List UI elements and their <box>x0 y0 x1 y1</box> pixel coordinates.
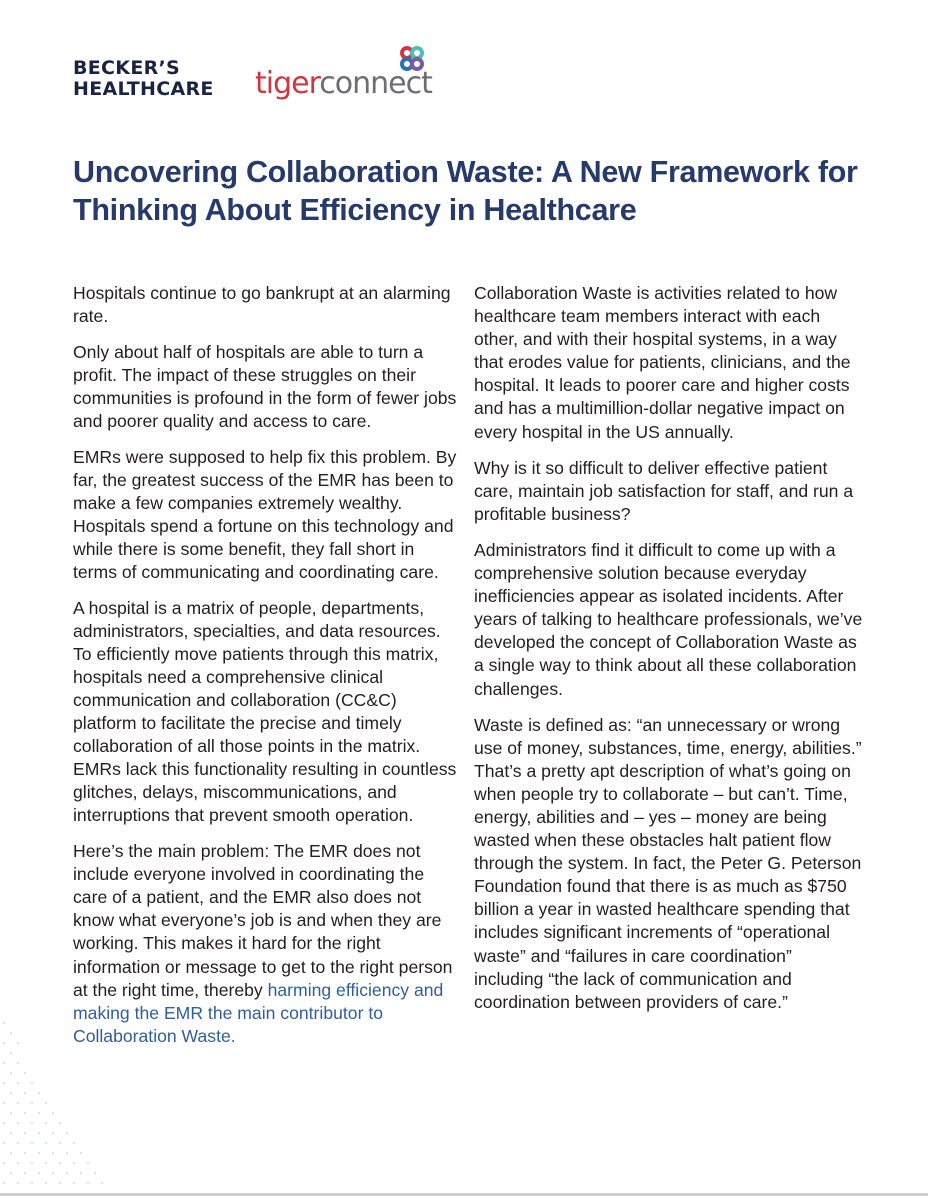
decorative-dot <box>24 1152 26 1154</box>
decorative-dot <box>87 1162 89 1164</box>
decorative-dot <box>31 1122 33 1124</box>
decorative-dot <box>87 1182 89 1184</box>
decorative-dot <box>24 1132 26 1134</box>
tigerconnect-wordmark-connect: connect <box>319 66 432 101</box>
decorative-dot <box>45 1182 47 1184</box>
decorative-dot <box>17 1182 19 1184</box>
decorative-dot <box>38 1132 40 1134</box>
decorative-dot <box>10 1152 12 1154</box>
decorative-dot <box>45 1122 47 1124</box>
decorative-dot <box>45 1162 47 1164</box>
decorative-dot <box>101 1182 103 1184</box>
decorative-dot <box>3 1102 5 1104</box>
decorative-dot <box>73 1162 75 1164</box>
decorative-dot-pattern <box>0 1018 110 1193</box>
decorative-dot <box>3 1122 5 1124</box>
decorative-dot <box>24 1112 26 1114</box>
decorative-dot <box>31 1182 33 1184</box>
decorative-dot <box>3 1162 5 1164</box>
decorative-dot <box>59 1162 61 1164</box>
decorative-dot <box>52 1172 54 1174</box>
decorative-dot <box>17 1062 19 1064</box>
paragraph: Only about half of hospitals are able to turn a profit. The impact of these struggles on their communities is profound in the form of fewer jobs and poorer quality and access to care. <box>73 341 457 431</box>
paragraph: Administrators find it difficult to come up with a comprehensive solution because everyday inefficiencies appear as isolated incidents. After years of talking to healthcare professionals, we’ve developed the concept of Collaboration Waste as a single way to think about all these collaboration challenges. <box>474 539 863 699</box>
left-column <box>73 282 463 1060</box>
paragraph: Why is it so difficult to deliver effective patient care, maintain job satisfaction for staff, and run a profitable business? <box>474 457 854 524</box>
decorative-dot <box>24 1072 26 1074</box>
decorative-dot <box>38 1152 40 1154</box>
decorative-dot <box>10 1052 12 1054</box>
decorative-dot <box>10 1032 12 1034</box>
decorative-dot <box>94 1172 96 1174</box>
decorative-dot <box>66 1132 68 1134</box>
paragraph: EMRs were supposed to help fix this problem. By far, the greatest success of the EMR has been to make a few companies extremely wealthy. Hospitals spend a fortune on this technology and while there is some benefit, they fall short in terms of communicating and coordinating care. <box>73 446 457 583</box>
decorative-dot <box>24 1172 26 1174</box>
decorative-dot <box>10 1132 12 1134</box>
decorative-dot <box>10 1092 12 1094</box>
decorative-dot <box>38 1092 40 1094</box>
tigerconnect-wordmark-tiger: tiger <box>255 66 320 101</box>
decorative-dot <box>59 1182 61 1184</box>
beckers-logo-line2: HEALTHCARE <box>73 78 214 100</box>
decorative-dot <box>52 1152 54 1154</box>
decorative-dot <box>17 1122 19 1124</box>
decorative-dot <box>31 1162 33 1164</box>
decorative-dot <box>3 1082 5 1084</box>
paragraph: A hospital is a matrix of people, departments, administrators, specialties, and data resources. To efficiently move patients through this matrix, hospitals need a comprehensive clinical communication and collaboration (CC&C) platform to facilitate the precise and timely collaboration of all those points in the matrix. EMRs lack this functionality resulting in countless glitches, delays, miscommunications, and interruptions that prevent smooth operation. <box>73 597 457 826</box>
paragraph: Collaboration Waste is activities related to how healthcare team members interact with each other, and with their hospital systems, in a way that erodes value for patients, clinicians, and the hospital. It leads to poorer care and higher costs and has a multimillion-dollar negative impact on every hospital in the US annually. <box>474 283 851 442</box>
decorative-dot <box>73 1142 75 1144</box>
decorative-dot <box>3 1142 5 1144</box>
decorative-dot <box>52 1132 54 1134</box>
paragraph: Waste is defined as: “an unnecessary or wrong use of money, substances, time, energy, abilities.” That’s a pretty apt description of what’s going on when people try to collaborate – but can’t. Time, energy, abilities and – yes – money are being wasted when these obstacles halt patient flow through the system. In fact, the Peter G. Peterson Foundation found that there is as much as $750 billion a year in wasted healthcare spending that includes significant increments of “operational waste” and “failures in care coordination” including “the lack of communication and coordination between providers of care.” <box>474 714 862 1012</box>
decorative-dot <box>31 1142 33 1144</box>
tigerconnect-logo <box>255 44 430 104</box>
decorative-dot <box>45 1102 47 1104</box>
decorative-dot <box>10 1112 12 1114</box>
decorative-dot <box>31 1082 33 1084</box>
beckers-healthcare-logo <box>73 58 214 100</box>
decorative-dot <box>31 1102 33 1104</box>
decorative-dot <box>59 1122 61 1124</box>
decorative-dot <box>10 1172 12 1174</box>
decorative-dot <box>80 1152 82 1154</box>
decorative-dot <box>17 1082 19 1084</box>
collaboration-waste-link[interactable]: harming efficiency and making the EMR the main contributor to Collaboration Waste. <box>73 979 444 1046</box>
decorative-dot <box>52 1112 54 1114</box>
decorative-dot <box>17 1142 19 1144</box>
paragraph-text: Here’s the main problem: The EMR does not include everyone involved in coordinating the care of a patient, and the EMR also does not know what everyone’s job is and when they are working. This makes it hard for the right information or message to get to the right person at the right time, thereby <box>73 841 453 1000</box>
decorative-dot <box>45 1142 47 1144</box>
decorative-dot <box>38 1112 40 1114</box>
paragraph <box>73 840 463 1048</box>
decorative-dot <box>3 1182 5 1184</box>
article-title: Uncovering Collaboration Waste: A New Framework for Thinking About Efficiency in Healthcare <box>73 155 858 227</box>
decorative-dot <box>3 1022 5 1024</box>
right-column <box>474 282 864 1027</box>
paragraph: Hospitals continue to go bankrupt at an alarming rate. <box>73 283 451 327</box>
decorative-dot <box>3 1062 5 1064</box>
decorative-dot <box>17 1102 19 1104</box>
beckers-logo-line1: BECKER’S <box>73 57 181 79</box>
decorative-dot <box>80 1172 82 1174</box>
decorative-dot <box>59 1142 61 1144</box>
decorative-dot <box>38 1172 40 1174</box>
decorative-dot <box>24 1092 26 1094</box>
decorative-dot <box>17 1042 19 1044</box>
decorative-dot <box>3 1042 5 1044</box>
tigerconnect-wordmark <box>255 67 432 101</box>
decorative-dot <box>66 1152 68 1154</box>
decorative-dot <box>66 1172 68 1174</box>
decorative-dot <box>73 1182 75 1184</box>
decorative-dot <box>10 1072 12 1074</box>
decorative-dot <box>17 1162 19 1164</box>
